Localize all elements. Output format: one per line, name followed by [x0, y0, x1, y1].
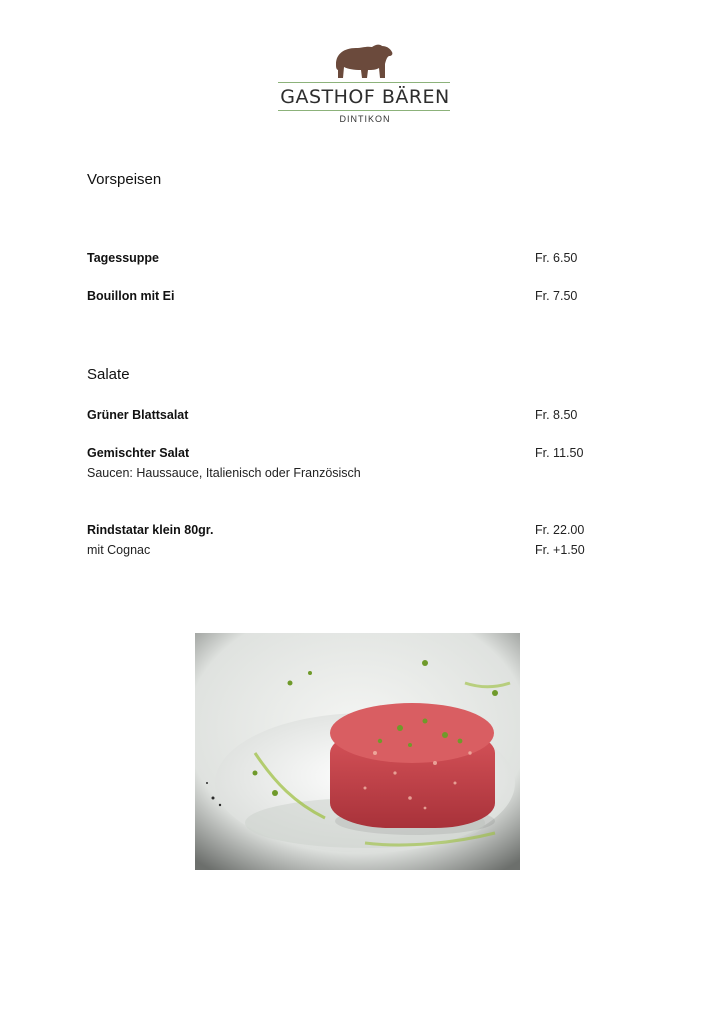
menu-item-price: Fr. 7.50 [535, 289, 578, 303]
tartare-illustration [195, 633, 520, 870]
menu-item-note: mit Cognac [87, 543, 151, 557]
menu-item-note: Saucen: Haussauce, Italienisch oder Französisch [87, 466, 361, 480]
menu-item-price: Fr. 11.50 [535, 446, 584, 460]
menu-item-price: Fr. 6.50 [535, 251, 578, 265]
restaurant-logo [270, 40, 460, 130]
menu-item-name: Grüner Blattsalat [87, 408, 189, 422]
menu-item-name: Tagessuppe [87, 251, 160, 265]
logo-rule-bottom [278, 110, 450, 111]
menu-item-price: Fr. 22.00 [535, 523, 585, 537]
section-title-salate: Salate [87, 366, 130, 383]
restaurant-location: DINTIKON [339, 114, 391, 124]
menu-item-name: Gemischter Salat [87, 446, 190, 460]
tartare-plate-photo [195, 633, 520, 870]
section-title-vorspeisen: Vorspeisen [87, 171, 162, 188]
menu-item-price: Fr. 8.50 [535, 408, 578, 422]
menu-item-name: Bouillon mit Ei [87, 289, 175, 303]
menu-item-name: Rindstatar klein 80gr. [87, 523, 214, 537]
menu-item-surcharge: Fr. +1.50 [535, 543, 585, 557]
bear-icon [332, 42, 396, 82]
restaurant-name: GASTHOF BÄREN [280, 86, 450, 108]
logo-rule-top [278, 82, 450, 83]
